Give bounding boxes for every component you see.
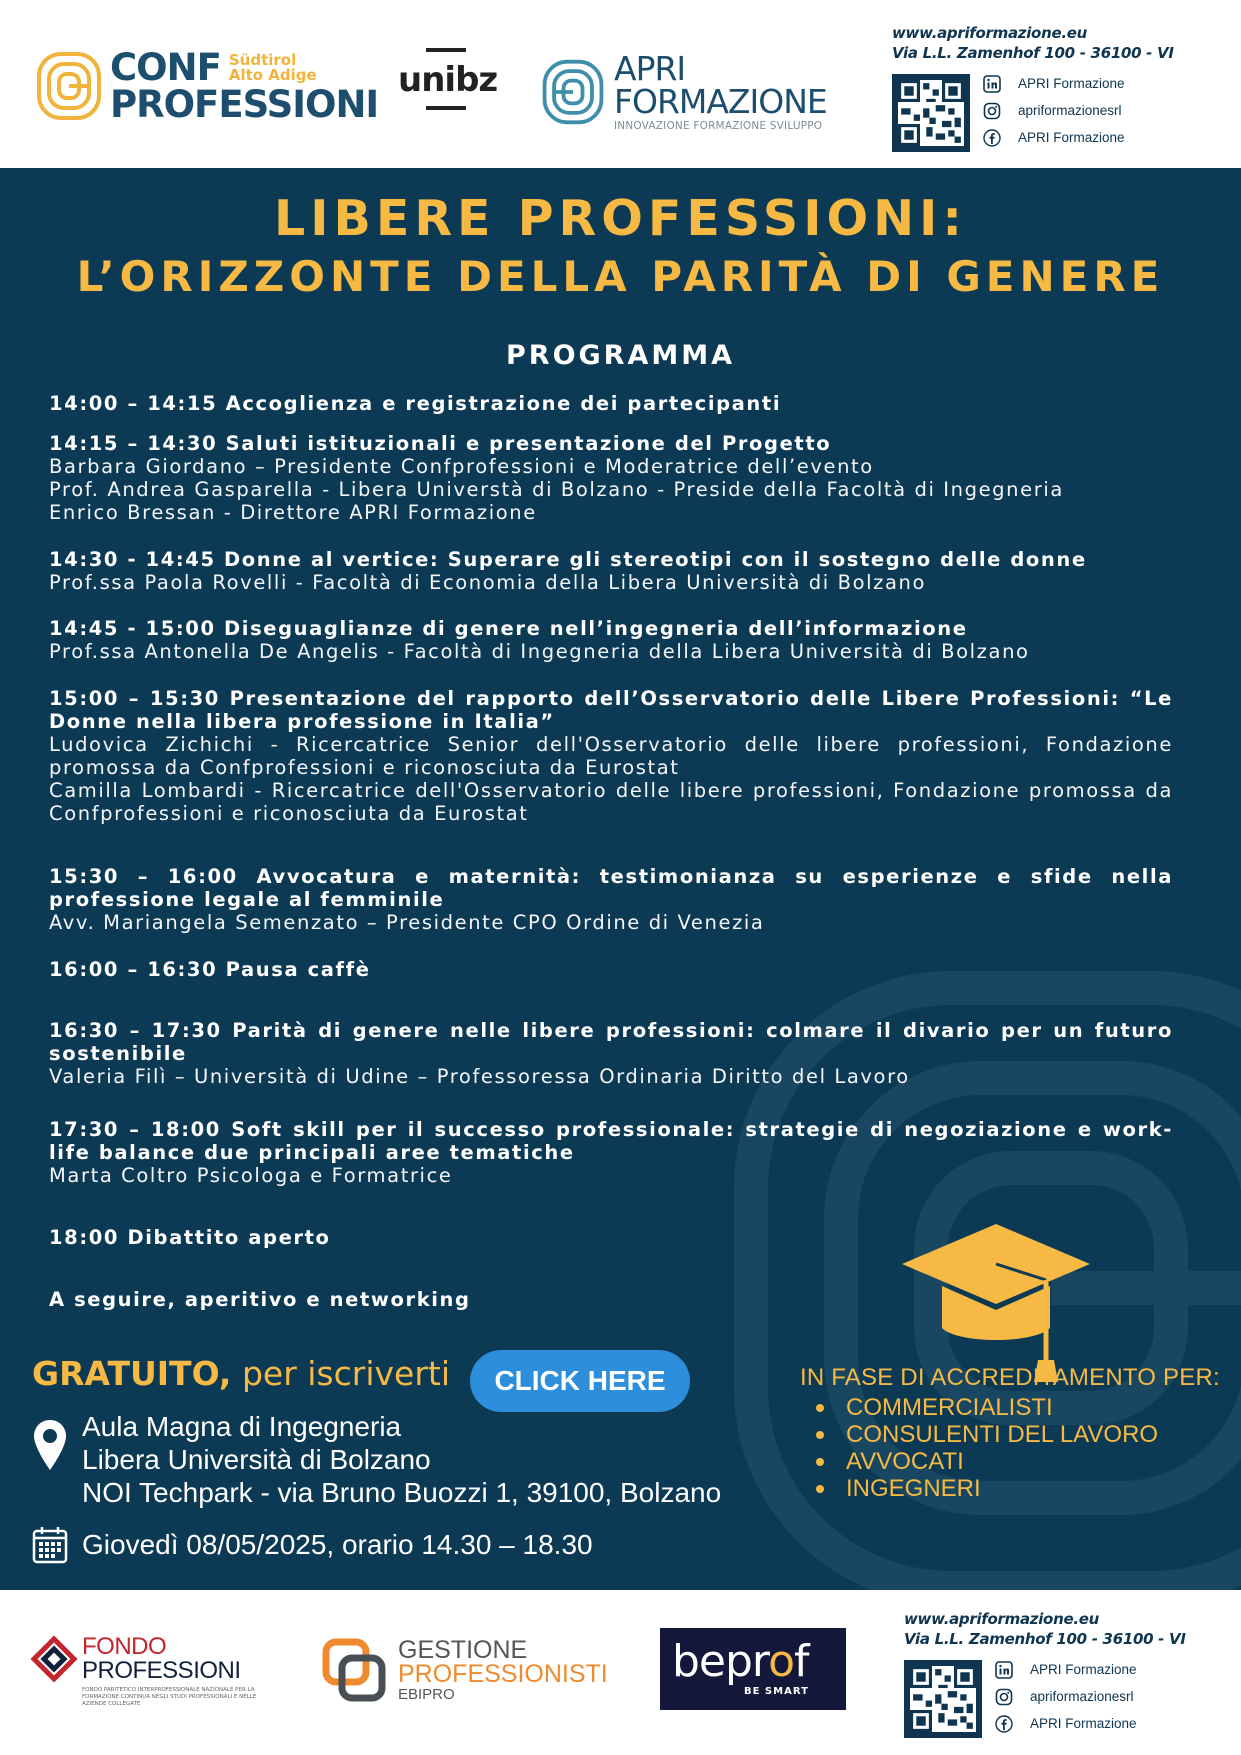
instagram-icon [982,101,1002,121]
facebook-link[interactable] [994,1710,1137,1737]
program-heading: PROGRAMMA [505,340,735,371]
labyrinth-gold-icon [36,48,102,124]
free-registration-text [32,1354,450,1393]
linkedin-link[interactable] [994,1656,1137,1683]
facebook-icon [982,128,1002,148]
linkedin-icon [994,1660,1014,1680]
agenda-speaker: Prof.ssa Paola Rovelli - Facoltà di Economia della Libera Università di Bolzano [49,571,927,594]
gestione-professionisti-mark-icon [322,1638,386,1702]
agenda-item-title: 16:30 – 17:30 Parità di genere nelle libere professioni: colmare il divario per un futuro sostenibile [49,1019,1173,1065]
facebook-link[interactable] [982,124,1125,151]
agenda-item-title: 14:30 - 14:45 Donne al vertice: Superare gli stereotipi con il sostegno delle donne [49,548,1087,571]
agenda-item-title: 16:00 – 16:30 Pausa caffè [49,958,371,981]
venue [32,1410,721,1509]
agenda-item-title: 14:45 - 15:00 Diseguaglianze di genere nell’ingegneria dell’informazione [49,617,968,640]
venue-line1: Aula Magna di Ingegneria [82,1411,402,1442]
contact-block-top [892,24,1174,152]
event-title-line1: LIBERE PROFESSIONI: [274,190,967,247]
qr-code[interactable] [892,74,970,152]
apri-text: APRI [614,49,686,88]
address-text: Via L.L. Zamenhof 100 - 36100 - VI [904,1630,1186,1648]
header [0,0,1241,168]
professionisti-text: PROFESSIONISTI [398,1660,608,1688]
accreditation-list [800,1394,1220,1502]
unibz-bar-bottom [426,106,466,110]
unibz-logo[interactable] [398,48,498,110]
event-title-line2: L’ORIZZONTE DELLA PARITÀ DI GENERE [76,252,1165,301]
venue-line2: Libera Università di Bolzano [82,1444,431,1475]
instagram-link[interactable] [994,1683,1137,1710]
event-date [32,1526,593,1564]
accreditation-item: CONSULENTI DEL LAVORO [800,1421,1220,1448]
instagram-label: apriformazionesrl [1018,103,1122,118]
accreditation-item: COMMERCIALISTI [800,1394,1220,1421]
labyrinth-blue-icon [538,56,608,128]
agenda-speaker: Prof.ssa Antonella De Angelis - Facoltà di Ingegneria della Libera Università di Bolzano [49,640,1030,663]
region-text: Südtirol Alto Adige [228,50,317,85]
free-label: GRATUITO, [32,1354,232,1393]
instagram-link[interactable] [982,97,1125,124]
location-pin-icon [32,1418,68,1472]
apri-tagline: INNOVAZIONE FORMAZIONE SVILUPPO [614,120,823,132]
linkedin-icon [982,74,1002,94]
agenda-speaker: Barbara Giordano – Presidente Confprofessioni e Moderatrice dell’evento [49,455,874,478]
confprofessioni-logo[interactable] [36,48,378,124]
footer [0,1590,1241,1755]
agenda-item [49,1019,1173,1088]
agenda-speaker: Avv. Mariangela Semenzato – Presidente CPO Ordine di Venezia [49,911,765,934]
event-panel [0,168,1241,1590]
agenda-item [49,617,1173,663]
address-text: Via L.L. Zamenhof 100 - 36100 - VI [892,44,1174,62]
agenda-item-title: 18:00 Dibattito aperto [49,1226,331,1249]
agenda-item [49,548,1173,594]
contact-block-bottom [904,1610,1186,1738]
agenda-item-title: 17:30 – 18:00 Soft skill per il successo professionale: strategie di negoziazione e work-life balance due principali aree tematiche [49,1118,1173,1164]
beprof-logo[interactable] [660,1628,846,1710]
formazione-text: FORMAZIONE [614,82,827,121]
agenda-speaker: Camilla Lombardi - Ricercatrice dell'Osservatorio delle libere professioni, Fondazione promossa da Confprofessioni e riconosciuta da Eurostat [49,779,1173,825]
ebipro-text: EBIPRO [398,1686,455,1703]
agenda-speaker: Ludovica Zichichi - Ricercatrice Senior dell'Osservatorio delle libere professioni, Fondazione promossa da Confprofessioni e riconosciuta da Eurostat [49,733,1173,779]
accreditation-title: IN FASE DI ACCREDITAMENTO PER: [800,1364,1220,1391]
agenda-item-title: 15:00 – 15:30 Presentazione del rapporto dell’Osservatorio delle Libere Professioni: “Le Donne nella libera professione in Italia” [49,687,1173,733]
instagram-label: apriformazionesrl [1030,1689,1134,1704]
fondo-professioni-logo[interactable] [30,1635,272,1708]
instagram-icon [994,1687,1014,1707]
graduation-cap-icon [898,1220,1094,1384]
professioni-text: PROFESSIONI [110,83,379,126]
linkedin-label: APRI Formazione [1030,1662,1137,1677]
agenda-item-title: 14:00 – 14:15 Accoglienza e registrazione dei partecipanti [49,392,782,415]
agenda-speaker: Prof. Andrea Gasparella - Libera Universtà di Bolzano - Preside della Facoltà di Ingegneria [49,478,1064,501]
agenda-speaker: Enrico Bressan - Direttore APRI Formazione [49,501,537,524]
beprof-text: beprof [672,1636,809,1687]
gestione-professionisti-logo[interactable] [322,1638,608,1704]
agenda-item-title: A seguire, aperitivo e networking [49,1288,471,1311]
calendar-icon [32,1526,68,1564]
beprof-tagline: BE SMART [744,1686,809,1697]
register-button[interactable]: CLICK HERE [470,1350,690,1412]
apri-formazione-logo[interactable] [538,49,827,132]
fondo-text: FONDO [82,1633,167,1660]
agenda-item [49,432,1173,524]
accreditation [800,1364,1220,1502]
fondo-professioni-text: PROFESSIONI [82,1657,241,1684]
agenda-item [49,1118,1173,1187]
website-link[interactable]: www.apriformazione.eu [892,24,1087,42]
agenda-speaker: Marta Coltro Psicologa e Formatrice [49,1164,453,1187]
accreditation-item: INGEGNERI [800,1475,1220,1502]
agenda-item [49,392,1173,415]
register-label: per iscriverti [241,1354,450,1393]
facebook-label: APRI Formazione [1030,1716,1137,1731]
qr-pattern-icon [910,1666,976,1732]
accreditation-item: AVVOCATI [800,1448,1220,1475]
agenda-speaker: Valeria Filì – Università di Udine – Professoressa Ordinaria Diritto del Lavoro [49,1065,910,1088]
gestione-text: GESTIONE [398,1636,528,1664]
event-datetime: Giovedì 08/05/2025, orario 14.30 – 18.30 [82,1529,593,1560]
linkedin-label: APRI Formazione [1018,76,1125,91]
fondo-description: FONDO PARITETICO INTERPROFESSIONALE NAZIONALE PER LA FORMAZIONE CONTINUA NEGLI STUDI PROFESSIONALI E NELLE AZIENDE COLLEGATE [82,1687,257,1707]
fondo-professioni-mark-icon [30,1635,78,1683]
qr-pattern-icon [898,80,964,146]
agenda-item-title: 14:15 – 14:30 Saluti istituzionali e presentazione del Progetto [49,432,832,455]
facebook-label: APRI Formazione [1018,130,1125,145]
website-link[interactable]: www.apriformazione.eu [904,1610,1099,1628]
conf-text: CONF [110,46,221,89]
agenda-item [49,958,1173,981]
agenda-item [49,865,1173,934]
agenda-item [49,687,1173,825]
qr-code[interactable] [904,1660,982,1738]
venue-line3: NOI Techpark - via Bruno Buozzi 1, 39100, Bolzano [82,1477,722,1508]
linkedin-link[interactable] [982,70,1125,97]
facebook-icon [994,1714,1014,1734]
agenda-item-title: 15:30 – 16:00 Avvocatura e maternità: testimonianza su esperienze e sfide nella professione legale al femminile [49,865,1173,911]
unibz-text: unibz [398,60,498,100]
